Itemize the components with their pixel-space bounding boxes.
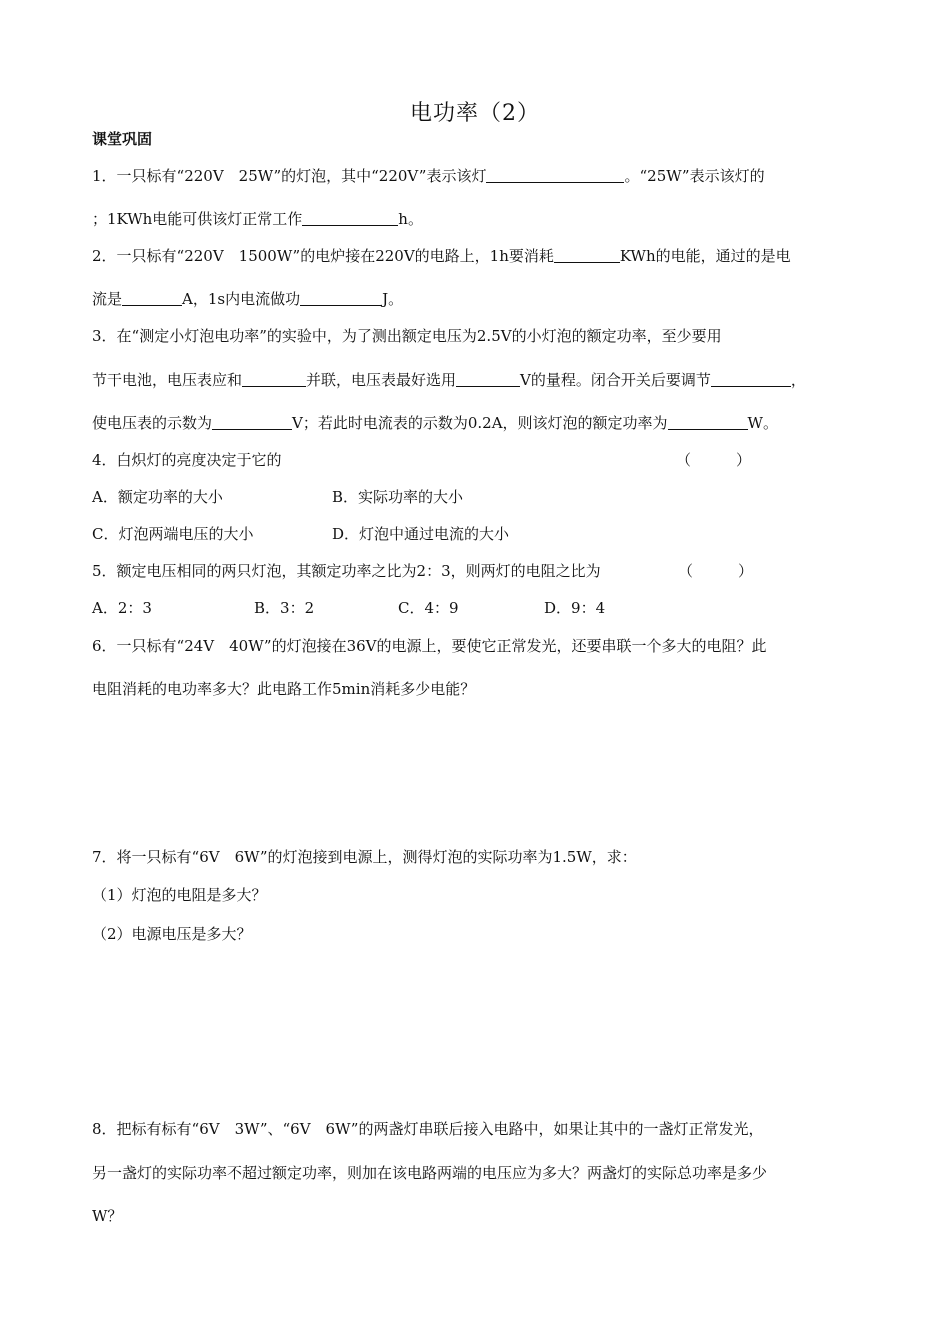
- question-5-option-b[interactable]: B．3：2: [254, 599, 315, 617]
- question-4-option-d[interactable]: D．灯泡中通过电流的大小: [332, 525, 510, 543]
- question-7-part-1: （1）灯泡的电阻是多大？: [92, 886, 267, 904]
- answer-blank[interactable]: [554, 246, 620, 263]
- question-8-line-1: 8．把标有标有“6V 3W”、“6V 6W”的两盏灯串联后接入电路中，如果让其中的一盏灯正常发光，: [92, 1120, 764, 1138]
- answer-blank[interactable]: [300, 289, 382, 306]
- question-5-stem: 5．额定电压相同的两只灯泡，其额定功率之比为2：3，则两灯的电阻之比为: [92, 562, 601, 580]
- question-3-line-2: 节干电池，电压表应和 并联，电压表最好选用 V的量程。闭合开关后要调节 ，: [92, 371, 806, 389]
- answer-blank[interactable]: [668, 413, 748, 430]
- question-7-part-2: （2）电源电压是多大？: [92, 925, 252, 943]
- answer-blank[interactable]: [302, 209, 398, 226]
- question-5-option-d[interactable]: D．9：4: [544, 599, 606, 617]
- question-6-line-2: 电阻消耗的电功率多大？此电路工作5min消耗多少电能？: [92, 680, 476, 698]
- answer-parentheses[interactable]: （ ）: [678, 562, 754, 580]
- question-4-option-a[interactable]: A．额定功率的大小: [92, 488, 223, 506]
- section-heading: 课堂巩固: [92, 130, 153, 148]
- question-8-line-2: 另一盏灯的实际功率不超过额定功率，则加在该电路两端的电压应为多大？两盏灯的实际总功率是多少: [92, 1164, 768, 1182]
- answer-blank[interactable]: [711, 370, 791, 387]
- answer-blank[interactable]: [456, 370, 520, 387]
- question-6-line-1: 6．一只标有“24V 40W”的灯泡接在36V的电源上，要使它正常发光，还要串联一个多大的电阻？此: [92, 637, 767, 655]
- question-3-line-3: 使电压表的示数为 V；若此时电流表的示数为0.2A，则该灯泡的额定功率为 W。: [92, 414, 778, 432]
- answer-blank[interactable]: [212, 413, 292, 430]
- question-8-line-3: W？: [92, 1207, 123, 1225]
- question-5-option-c[interactable]: C．4：9: [398, 599, 459, 617]
- question-4-option-c[interactable]: C．灯泡两端电压的大小: [92, 525, 254, 543]
- question-2-line-1: 2．一只标有“220V 1500W”的电炉接在220V的电路上，1h要消耗 KWh的电能，通过的是电: [92, 247, 791, 265]
- answer-blank[interactable]: [486, 166, 624, 183]
- question-3-line-1: 3．在“测定小灯泡电功率”的实验中，为了测出额定电压为2.5V的小灯泡的额定功率，至少要用: [92, 327, 722, 345]
- page-title: 电功率（2）: [410, 101, 540, 126]
- question-5-option-a[interactable]: A．2：3: [92, 599, 152, 617]
- question-2-line-2: 流是 A，1s内电流做功 J。: [92, 290, 404, 308]
- question-4-stem: 4．白炽灯的亮度决定于它的: [92, 451, 282, 469]
- answer-blank[interactable]: [122, 289, 182, 306]
- question-1-line-1: 1．一只标有“220V 25W”的灯泡，其中“220V”表示该灯 。“25W”表示该灯的: [92, 167, 765, 185]
- question-7-stem: 7．将一只标有“6V 6W”的灯泡接到电源上，测得灯泡的实际功率为1.5W，求：: [92, 848, 637, 866]
- answer-parentheses[interactable]: （ ）: [676, 451, 752, 469]
- question-1-line-2: ；1KWh电能可供该灯正常工作 h。: [92, 210, 423, 228]
- answer-blank[interactable]: [242, 370, 306, 387]
- question-4-option-b[interactable]: B．实际功率的大小: [332, 488, 464, 506]
